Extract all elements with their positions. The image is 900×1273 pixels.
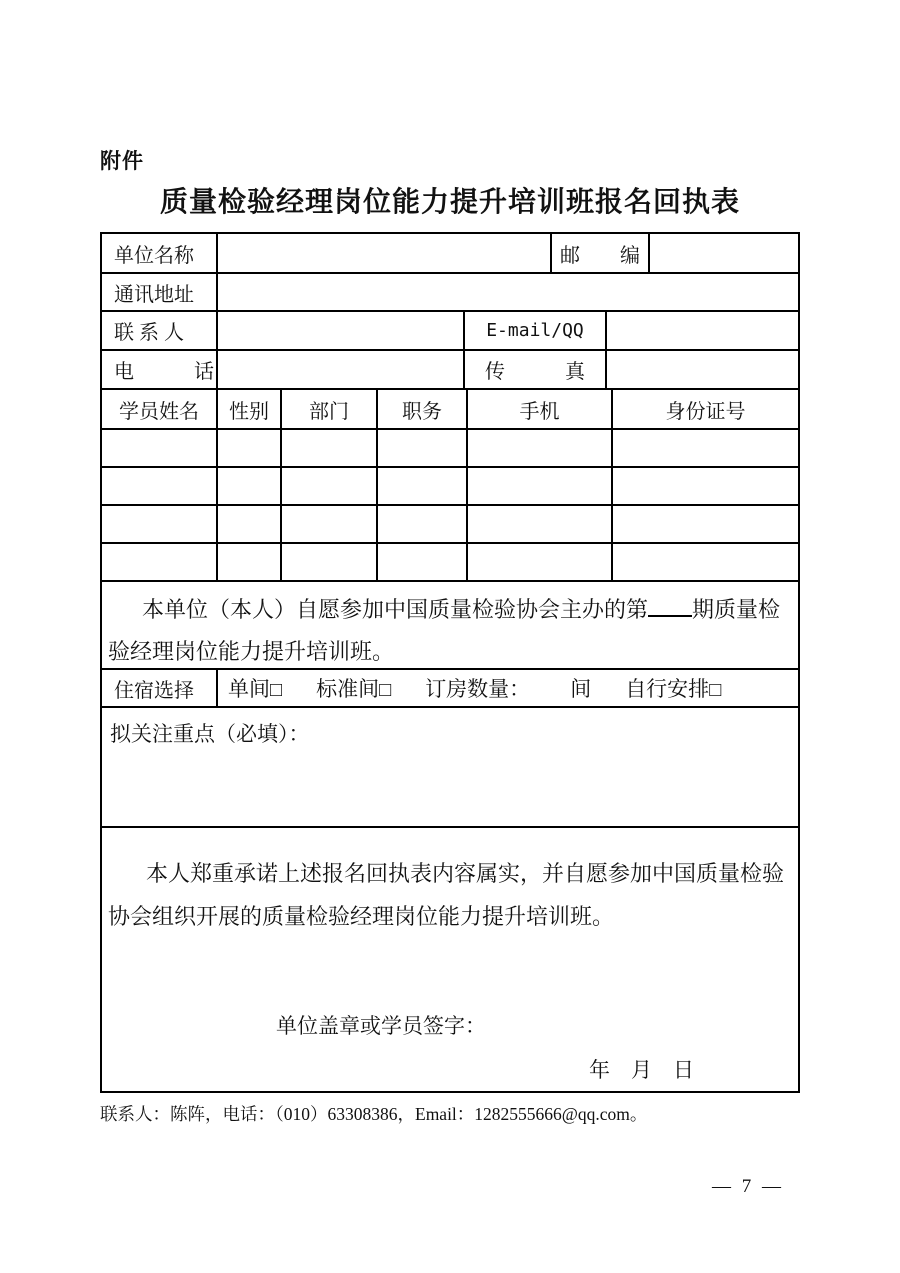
email-qq-label: E-mail/QQ: [465, 312, 607, 349]
department-header: 部门: [282, 390, 378, 428]
signature-label: 单位盖章或学员签字：: [276, 1014, 486, 1038]
mobile-cell[interactable]: [468, 544, 613, 580]
phone-label: 电 话: [102, 351, 218, 388]
department-cell[interactable]: [282, 468, 378, 504]
single-room-option: [228, 673, 282, 703]
student-row: [102, 506, 798, 544]
position-header: 职务: [378, 390, 468, 428]
address-input[interactable]: [218, 274, 798, 310]
booking-qty-group: [425, 673, 591, 703]
enrollment-statement-row: [102, 582, 798, 670]
fax-label: 传 真: [465, 351, 607, 388]
qty-unit-label: 间: [570, 677, 592, 701]
student-row: [102, 430, 798, 468]
page-title: 质量检验经理岗位能力提升培训班报名回执表: [159, 187, 740, 218]
self-arrange-label: 自行安排: [625, 677, 710, 701]
statement-suffix: 期质量检验经理岗位能力提升培训班。: [108, 597, 781, 664]
student-name-cell[interactable]: [102, 506, 218, 542]
registration-form: [100, 232, 800, 1093]
student-row: [102, 468, 798, 506]
student-name-header: 学员姓名: [102, 390, 218, 428]
phone-input[interactable]: [218, 351, 465, 388]
gender-header: 性别: [218, 390, 282, 428]
mobile-header: 手机: [468, 390, 613, 428]
department-cell[interactable]: [282, 430, 378, 466]
phone-row: [102, 351, 798, 390]
id-number-header: 身份证号: [665, 400, 746, 423]
mobile-cell[interactable]: [468, 430, 613, 466]
booking-qty-blank[interactable]: [530, 675, 570, 696]
position-cell[interactable]: [378, 506, 468, 542]
single-room-label: 单间: [228, 677, 270, 701]
booking-qty-label: 订房数量：: [425, 677, 531, 701]
commitment-cell: [102, 828, 798, 1091]
mobile-cell[interactable]: [468, 468, 613, 504]
standard-room-checkbox[interactable]: □: [379, 679, 392, 701]
page-number: — 7 —: [712, 1176, 784, 1197]
student-name-cell[interactable]: [102, 468, 218, 504]
commitment-row: [102, 828, 798, 1091]
standard-room-option: [316, 673, 391, 703]
unit-name-label: 单位名称: [102, 234, 218, 272]
address-row: [102, 274, 798, 312]
id-number-cell[interactable]: [613, 506, 798, 542]
fax-input[interactable]: [607, 351, 798, 388]
postal-code-input[interactable]: [650, 234, 798, 272]
date-line: 年 月 日: [589, 1058, 694, 1082]
accommodation-row: [102, 670, 798, 708]
gender-cell[interactable]: [218, 430, 282, 466]
focus-input-area[interactable]: [102, 708, 798, 826]
standard-room-label: 标准间: [316, 677, 380, 701]
gender-cell[interactable]: [218, 506, 282, 542]
id-number-cell[interactable]: [613, 468, 798, 504]
gender-cell[interactable]: [218, 544, 282, 580]
department-cell[interactable]: [282, 544, 378, 580]
student-row: [102, 544, 798, 582]
department-cell[interactable]: [282, 506, 378, 542]
focus-row: [102, 708, 798, 828]
student-header-row: [102, 390, 798, 430]
unit-name-row: [102, 234, 798, 274]
accommodation-options: [218, 670, 798, 706]
email-qq-input[interactable]: [607, 312, 798, 349]
mobile-cell[interactable]: [468, 506, 613, 542]
gender-cell[interactable]: [218, 468, 282, 504]
position-cell[interactable]: [378, 544, 468, 580]
self-arrange-option: [625, 673, 721, 703]
attachment-label: 附件: [100, 149, 144, 173]
student-name-cell[interactable]: [102, 544, 218, 580]
id-number-cell[interactable]: [613, 544, 798, 580]
student-name-cell[interactable]: [102, 430, 218, 466]
focus-label: 拟关注重点（必填）：: [110, 722, 310, 746]
contact-person-row: [102, 312, 798, 351]
unit-name-input[interactable]: [218, 234, 552, 272]
single-room-checkbox[interactable]: □: [270, 679, 283, 701]
commitment-text: 本人郑重承诺上述报名回执表内容属实，并自愿参加中国质量检验协会组织开展的质量检验经理岗位能力提升培训班。: [108, 861, 785, 929]
postal-code-label: 邮 编: [552, 234, 650, 272]
enrollment-statement-text: [108, 589, 786, 668]
id-number-cell[interactable]: [613, 430, 798, 466]
accommodation-label: 住宿选择: [102, 670, 218, 706]
position-cell[interactable]: [378, 430, 468, 466]
contact-person-input[interactable]: [218, 312, 465, 349]
contact-note: 联系人：陈阵，电话：（010）63308386，Email：1282555666@qq.com。: [100, 1104, 648, 1124]
address-label: 通讯地址: [102, 274, 218, 310]
position-cell[interactable]: [378, 468, 468, 504]
contact-person-label: 联 系 人: [102, 312, 218, 349]
session-number-blank[interactable]: [648, 593, 692, 617]
self-arrange-checkbox[interactable]: □: [709, 679, 722, 701]
statement-prefix: 本单位（本人）自愿参加中国质量检验协会主办的第: [142, 597, 649, 622]
signature-area[interactable]: [108, 1012, 784, 1040]
enrollment-statement-cell: [102, 582, 798, 668]
